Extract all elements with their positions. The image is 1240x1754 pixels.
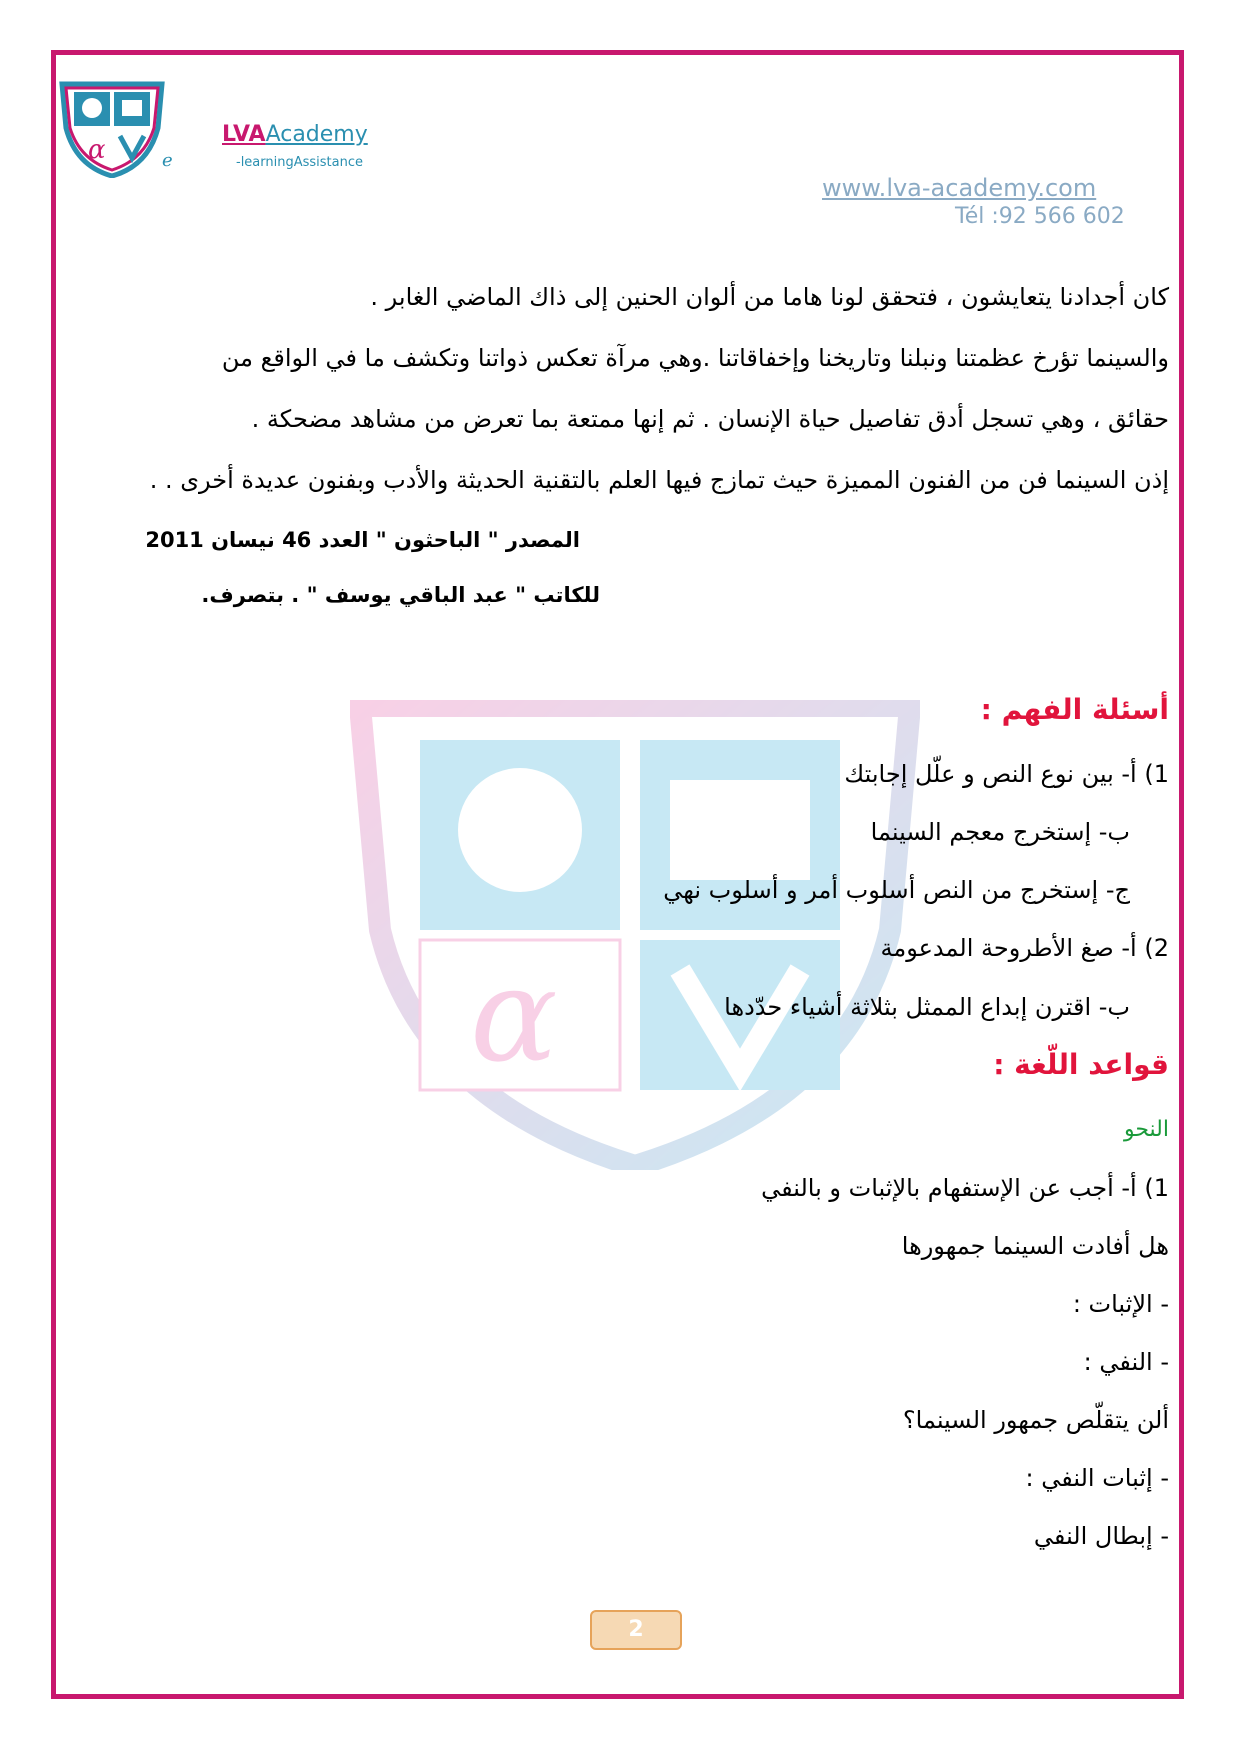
author-citation: للكاتب " عبد الباقي يوسف " . بتصرف. — [201, 583, 600, 607]
grammar-subheading: النحو — [1123, 1117, 1169, 1142]
question-1a: 1) أ- بين نوع النص و علّل إجابتك — [844, 760, 1169, 788]
watermark-logo-icon — [350, 700, 920, 1170]
question-2b: ب- اقترن إبداع الممثل بثلاثة أشياء حدّدها — [724, 993, 1130, 1021]
comprehension-heading: أسئلة الفهم : — [980, 693, 1169, 726]
text-line-3: حقائق ، وهي تسجل أدق تفاصيل حياة الإنسان . ثم إنها ممتعة بما تعرض من مشاهد مضحكة . — [251, 405, 1169, 433]
brand-e-letter: e — [162, 150, 173, 171]
text-line-4: إذن السينما فن من الفنون المميزة حيث تمازج فيها العلم بالتقنية الحديثة والأدب وبفنون عديدة أخرى . . — [149, 466, 1169, 494]
website-link[interactable]: www.lva-academy.com — [822, 174, 1097, 202]
answer-affirmation: - الإثبات : — [1072, 1290, 1169, 1318]
brand-name: LVAAcademy — [222, 122, 368, 147]
phone-number: Tél :92 566 602 — [955, 204, 1125, 229]
grammar-question-text-1: هل أفادت السينما جمهورها — [901, 1232, 1169, 1260]
question-2a: 2) أ- صغ الأطروحة المدعومة — [880, 934, 1169, 962]
answer-affirm-negation: - إثبات النفي : — [1025, 1464, 1169, 1492]
text-line-2: والسينما تؤرخ عظمتنا ونبلنا وتاريخنا وإخفاقاتنا .وهي مرآة تعكس ذواتنا وتكشف ما في الواقع من — [221, 344, 1169, 372]
source-citation: المصدر " الباحثون " العدد 46 نيسان 2011 — [145, 528, 580, 552]
question-1b: ب- إستخرج معجم السينما — [870, 818, 1130, 846]
text-line-1: كان أجدادنا يتعايشون ، فتحقق لونا هاما من ألوان الحنين إلى ذاك الماضي الغابر . — [370, 283, 1169, 311]
answer-cancel-negation: - إبطال النفي — [1033, 1522, 1169, 1550]
svg-text:α: α — [470, 939, 558, 1091]
svg-text:α: α — [88, 135, 106, 165]
lva-logo-icon — [58, 78, 166, 178]
brand-tagline: -learningAssistance — [236, 155, 363, 170]
question-1c: ج- إستخرج من النص أسلوب أمر و أسلوب نهي — [663, 876, 1130, 904]
grammar-heading: قواعد اللّغة : — [993, 1048, 1169, 1081]
answer-negation: - النفي : — [1083, 1348, 1169, 1376]
grammar-question-text-2: ألن يتقلّص جمهور السينما؟ — [902, 1406, 1169, 1434]
grammar-question-1: 1) أ- أجب عن الإستفهام بالإثبات و بالنفي — [761, 1174, 1169, 1202]
page-number: 2 — [590, 1610, 682, 1650]
